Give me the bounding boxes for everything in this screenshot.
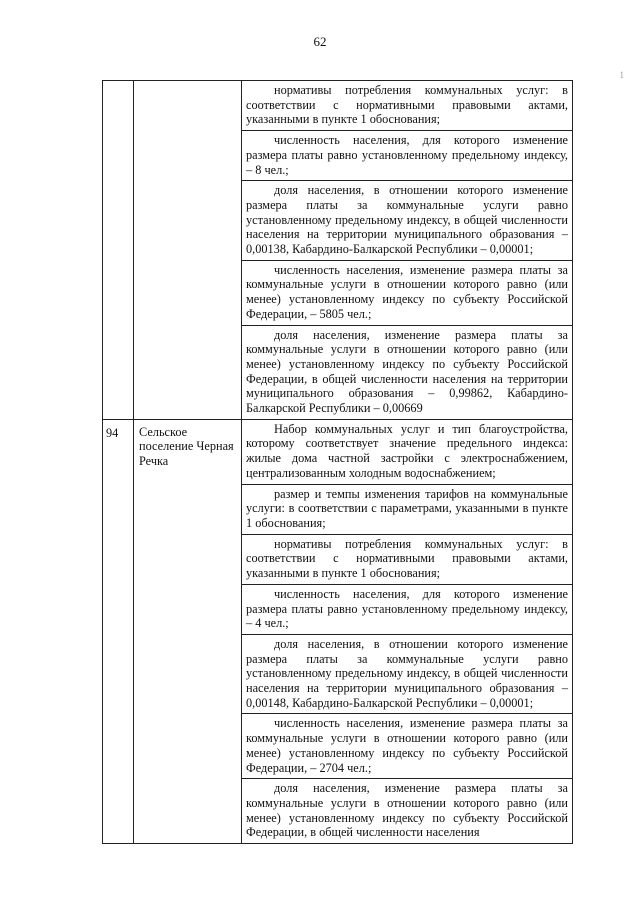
detail-paragraph: численность населения, для которого изменение размера платы равно установленному предельному индексу, – 8 чел.; (242, 131, 572, 181)
detail-paragraph: численность населения, для которого изменение размера платы равно установленному предельному индексу, – 4 чел.; (242, 585, 572, 635)
indices-table (102, 80, 573, 844)
details-cell (242, 81, 573, 420)
table-row (103, 81, 573, 420)
detail-paragraph: Набор коммунальных услуг и тип благоустройства, которому соответствует значение предельного индекса: жилые дома частной застройки с электроснабжением, централизованным холодным водоснабжением; (242, 420, 572, 485)
settlement-name (134, 81, 242, 420)
row-number: 94 (103, 419, 134, 843)
details-cell (242, 419, 573, 843)
detail-paragraph: размер и темпы изменения тарифов на коммунальные услуги: в соответствии с параметрами, указанными в пункте 1 обоснования; (242, 485, 572, 535)
detail-paragraph: доля населения, в отношении которого изменение размера платы за коммунальные услуги равно установленному предельному индексу, в общей численности населения на территории муниципального образования – 0,00138, Кабардино-Балкарской Республики – 0,00001; (242, 181, 572, 261)
detail-paragraph: доля населения, в отношении которого изменение размера платы за коммунальные услуги равно установленному предельному индексу, в общей численности населения на территории муниципального образования – 0,00148, Кабардино-Балкарской Республики – 0,00001; (242, 635, 572, 715)
detail-paragraph: численность населения, изменение размера платы за коммунальные услуги в отношении которого равно (или менее) установленному индексу по субъекту Российской Федерации, – 5805 чел.; (242, 261, 572, 326)
page-number: 62 (313, 34, 327, 49)
detail-paragraph: нормативы потребления коммунальных услуг: в соответствии с нормативными правовыми актами, указанными в пункте 1 обоснования; (242, 535, 572, 585)
detail-paragraph: численность населения, изменение размера платы за коммунальные услуги в отношении которого равно (или менее) установленному индексу по субъекту Российской Федерации, – 2704 чел.; (242, 714, 572, 779)
detail-paragraph: нормативы потребления коммунальных услуг: в соответствии с нормативными правовыми актами, указанными в пункте 1 обоснования; (242, 81, 572, 131)
detail-paragraph: доля населения, изменение размера платы за коммунальные услуги в отношении которого равно (или менее) установленному индексу по субъекту Российской Федерации, в общей численности населения на территории муниципального образования – 0,99862, Кабардино-Балкарской Республики – 0,00669 (246, 327, 568, 416)
row-number (103, 81, 134, 420)
detail-paragraph: доля населения, изменение размера платы за коммунальные услуги в отношении которого равно (или менее) установленному индексу по субъекту Российской Федерации, в общей численности населения (246, 781, 568, 840)
table-row (103, 419, 573, 843)
settlement-name: Сельское поселение Черная Речка (134, 419, 242, 843)
margin-mark: 1 (619, 70, 624, 80)
